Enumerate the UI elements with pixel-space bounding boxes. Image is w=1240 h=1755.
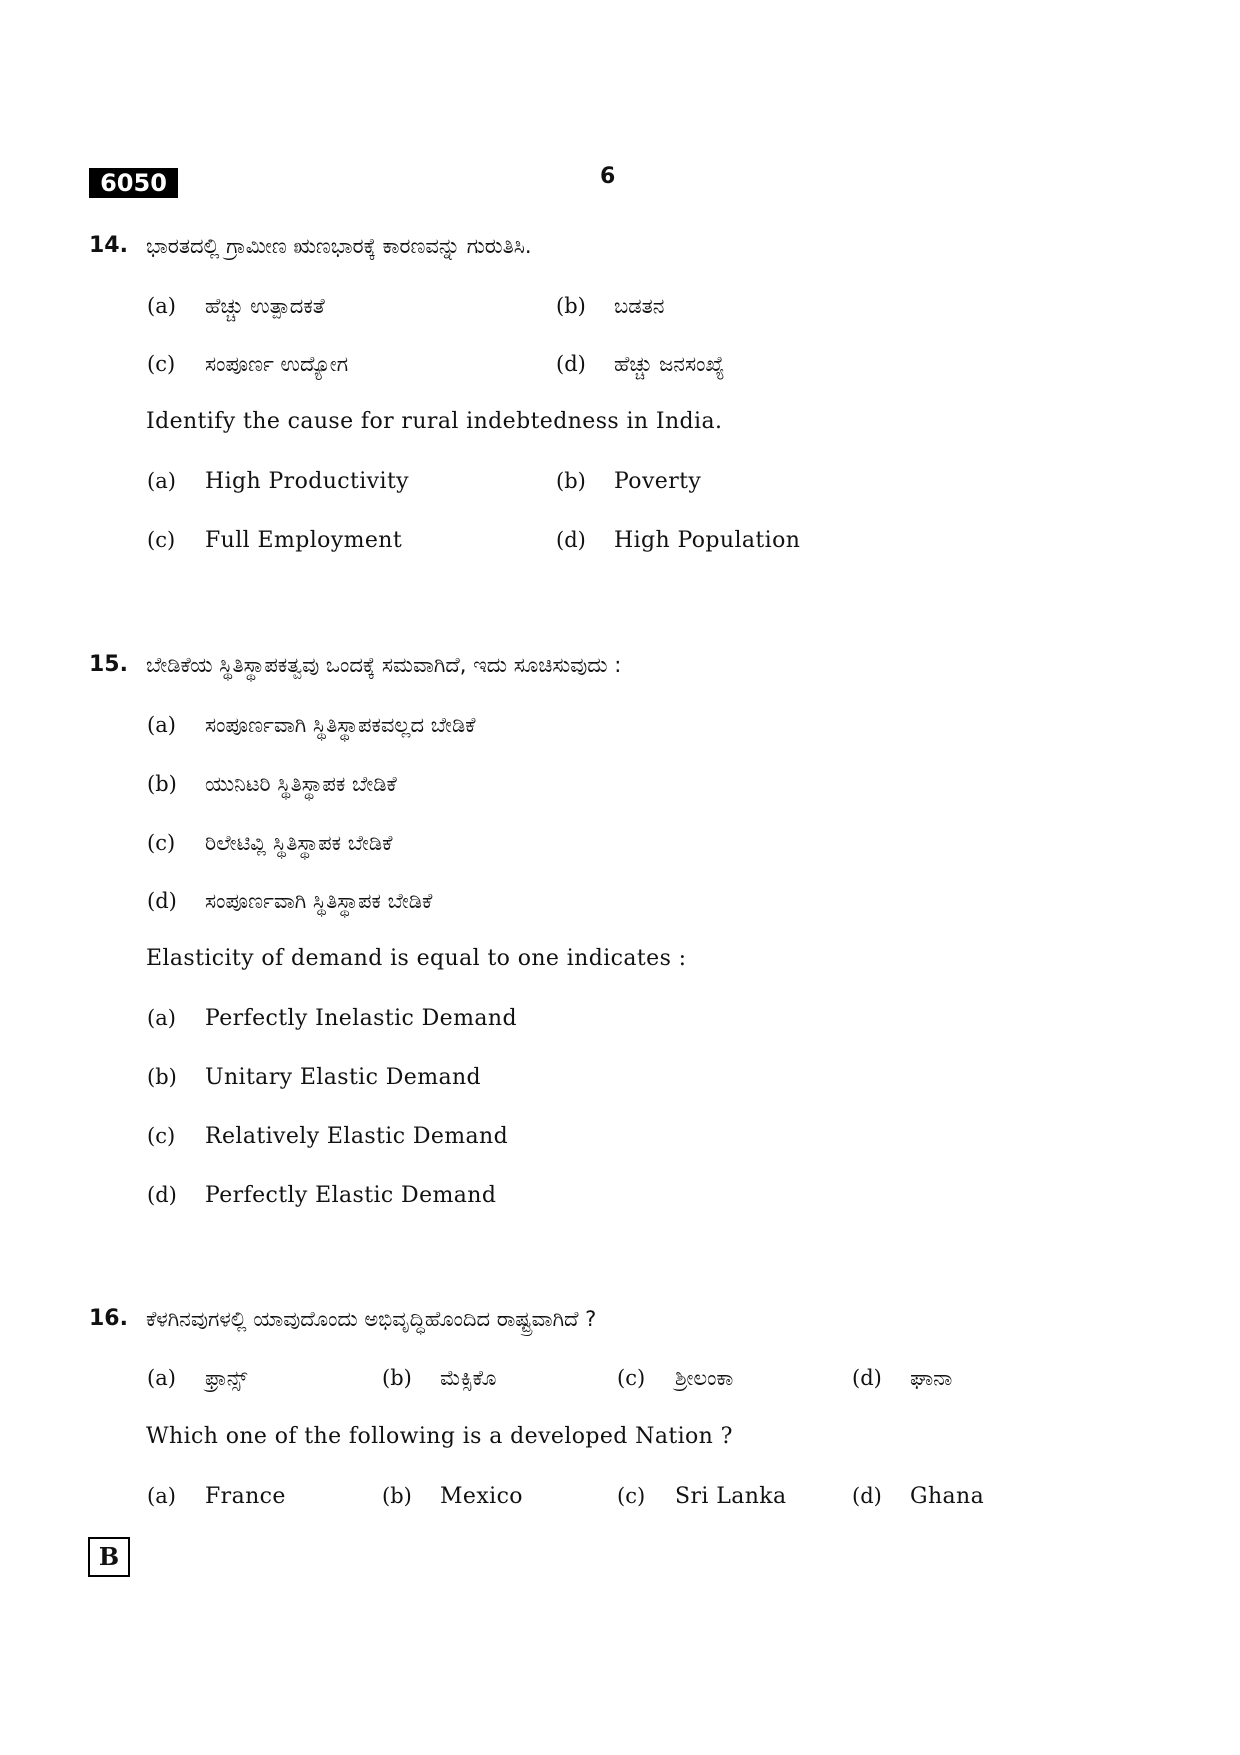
option-label: (c) [147,528,176,552]
option-label: (d) [147,889,177,913]
option-text-english: High Productivity [205,469,410,494]
question-text-kannada: ಬೇಡಿಕೆಯ ಸ್ಥಿತಿಸ್ಥಾಪಕತ್ವವು ಒಂದಕ್ಕೆ ಸಮವಾಗಿದೆ, ಇದು ಸೂಚಿಸುವುದು : [146,653,622,677]
option-label: (d) [852,1366,882,1390]
option-label: (c) [147,352,176,376]
option-label: (d) [147,1183,177,1207]
option-text-english: Unitary Elastic Demand [205,1065,482,1090]
question-text-english: Which one of the following is a developed Nation ? [146,1424,733,1449]
question-text-kannada: ಕೆಳಗಿನವುಗಳಲ್ಲಿ ಯಾವುದೊಂದು ಅಭಿವೃದ್ಧಿಹೊಂದಿದ ರಾಷ್ಟ್ರವಾಗಿದೆ ? [146,1307,597,1331]
option-label: (a) [147,1366,176,1390]
option-text-kannada: ಬಡತನ [614,294,665,318]
option-label: (d) [556,528,586,552]
question-number: 15. [89,652,128,677]
question-text-english: Identify the cause for rural indebtedness in India. [146,409,723,434]
option-label: (c) [617,1366,646,1390]
option-label: (d) [556,352,586,376]
option-label: (c) [147,1124,176,1148]
option-label: (c) [617,1484,646,1508]
option-label: (a) [147,294,176,318]
option-text-kannada: ಹೆಚ್ಚು ಉತ್ಪಾದಕತೆ [205,294,325,318]
option-label: (b) [556,469,586,493]
option-text-english: France [205,1484,286,1509]
option-text-english: Perfectly Elastic Demand [205,1183,497,1208]
option-text-kannada: ಮೆಕ್ಸಿಕೊ [440,1366,497,1390]
option-text-english: Perfectly Inelastic Demand [205,1006,517,1031]
question-set-label: B [88,1537,130,1577]
option-text-kannada: ಘಾನಾ [910,1366,953,1390]
option-text-english: Mexico [440,1484,523,1509]
option-text-kannada: ಸಂಪೂರ್ಣವಾಗಿ ಸ್ಥಿತಿಸ್ಥಾಪಕವಲ್ಲದ ಬೇಡಿಕೆ [205,713,476,737]
option-text-english: Ghana [910,1484,985,1509]
option-text-kannada: ರಿಲೇಟಿವ್ಲಿ ಸ್ಥಿತಿಸ್ಥಾಪಕ ಬೇಡಿಕೆ [205,831,393,855]
option-label: (a) [147,1484,176,1508]
option-label: (a) [147,469,176,493]
option-label: (b) [382,1484,412,1508]
option-text-english: Sri Lanka [675,1484,787,1509]
option-text-english: Full Employment [205,528,403,553]
option-text-kannada: ಹೆಚ್ಚು ಜನಸಂಖ್ಯೆ [614,352,725,376]
option-text-english: Poverty [614,469,702,494]
question-text-kannada: ಭಾರತದಲ್ಲಿ ಗ್ರಾಮೀಣ ಋಣಭಾರಕ್ಕೆ ಕಾರಣವನ್ನು ಗುರುತಿಸಿ. [146,234,532,258]
option-text-english: High Population [614,528,801,553]
option-text-kannada: ಸಂಪೂರ್ಣವಾಗಿ ಸ್ಥಿತಿಸ್ಥಾಪಕ ಬೇಡಿಕೆ [205,889,433,913]
page-number: 6 [600,164,616,189]
option-label: (b) [147,772,177,796]
question-text-english: Elasticity of demand is equal to one indicates : [146,946,687,971]
option-text-kannada: ಸಂಪೂರ್ಣ ಉದ್ಯೋಗ [205,352,349,376]
option-text-english: Relatively Elastic Demand [205,1124,509,1149]
option-text-kannada: ಫ್ರಾನ್ಸ್ [205,1366,248,1390]
question-number: 14. [89,233,128,258]
option-label: (b) [382,1366,412,1390]
option-text-kannada: ಶ್ರೀಲಂಕಾ [675,1366,734,1390]
option-text-kannada: ಯುನಿಟರಿ ಸ್ಥಿತಿಸ್ಥಾಪಕ ಬೇಡಿಕೆ [205,772,397,796]
option-label: (b) [147,1065,177,1089]
option-label: (c) [147,831,176,855]
option-label: (d) [852,1484,882,1508]
option-label: (a) [147,1006,176,1030]
option-label: (b) [556,294,586,318]
question-number: 16. [89,1306,128,1331]
option-label: (a) [147,713,176,737]
paper-code-badge: 6050 [89,168,178,198]
